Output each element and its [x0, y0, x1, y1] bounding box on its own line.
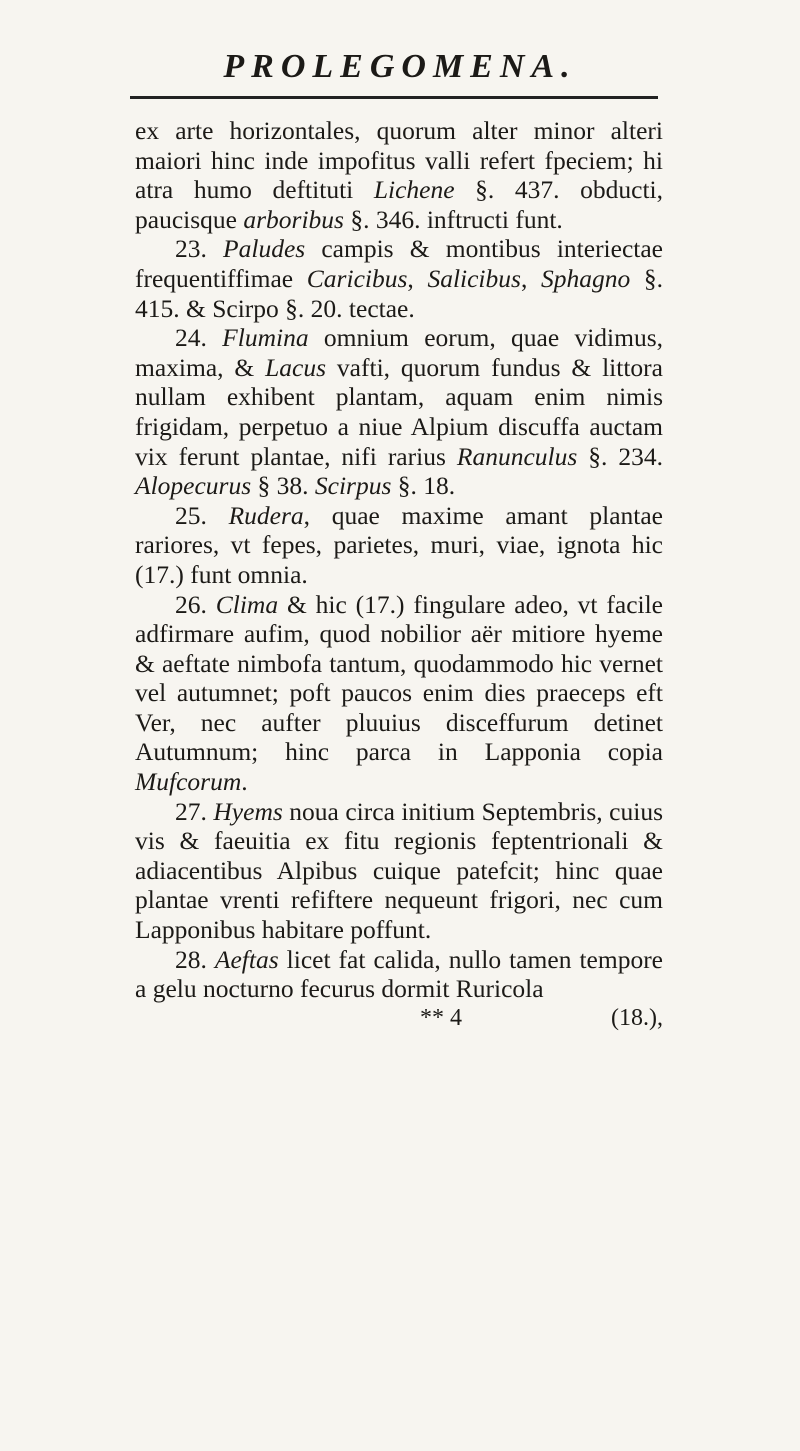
paragraph-24	[135, 323, 663, 501]
text-run: noua circa initium Septembris, cuius vis & faeuitia ex fitu regionis feptentrionali & adiacentibus Alpibus cuique patefcit; hinc quae plantae vrenti refiftere nequeunt frigori, nec cum Lapponibus habitare poffunt.	[135, 796, 664, 945]
text-run: ex arte horizontales, quorum alter minor alteri maiori hinc inde impofitus valli refert fpeciem; hi atra humo deftituti	[135, 116, 663, 205]
italic-term: Alopecurus	[135, 471, 252, 501]
text-run: campis & montibus interiectae frequentiffimae	[135, 234, 664, 293]
italic-term: Salicibus	[427, 263, 521, 293]
paragraph-25	[135, 501, 663, 590]
italic-term: Lacus	[265, 352, 327, 382]
text-run: & hic (17.) fingulare adeo, vt facile adfirmare aufim, quod nobilior aër mitiore hyeme & aeftate nimbofa tantum, quodammodo hic vernet vel autumnet; poft paucos enim dies praeceps eft Ver, nec aufter pluuius disceffurum detinet Autumnum; hinc parca in Lapponia copia	[135, 589, 663, 767]
italic-term: Mufcorum	[135, 767, 242, 797]
signature-mark: ** 4	[420, 1004, 462, 1031]
italic-term: arboribus	[243, 204, 344, 234]
text-run: ,	[407, 263, 428, 293]
running-head: PROLEGOMENA.	[223, 48, 577, 85]
italic-term: Hyems	[213, 796, 283, 826]
italic-term: Clima	[215, 589, 279, 619]
text-run: 28.	[175, 944, 215, 974]
paragraph-26	[135, 590, 663, 797]
paragraph-continuation	[135, 116, 663, 234]
text-run: licet fat calida, nullo tamen tempore a gelu nocturno fecurus dormit Ruricola	[135, 944, 664, 1004]
paragraph-27	[135, 797, 663, 945]
italic-term: Scirpus	[314, 471, 392, 501]
text-run: .	[241, 767, 248, 797]
text-run: §. 18.	[391, 471, 456, 501]
italic-term: Sphagno	[540, 263, 631, 293]
text-run: 24.	[175, 323, 223, 353]
text-run: 26.	[175, 589, 216, 619]
text-run: §. 437. obducti, paucisque	[135, 175, 663, 234]
text-run: § 38.	[251, 471, 315, 501]
text-run: ,	[520, 263, 541, 293]
text-run: , quae maxime amant plantae rariores, vt fepes, parietes, muri, viae, ignota hic (17.) funt omnia.	[135, 500, 663, 589]
text-run: §. 346. inftructi funt.	[343, 204, 563, 234]
text-run: omnium eorum, quae vidimus, maxima, &	[135, 323, 663, 382]
text-run: §. 415. & Scirpo §. 20. tectae.	[135, 263, 664, 323]
catchword: (18.),	[611, 1004, 663, 1031]
paragraph-23	[135, 234, 663, 323]
italic-term: Ranunculus	[456, 441, 578, 471]
italic-term: Lichene	[373, 175, 455, 205]
italic-term: Caricibus	[306, 263, 408, 293]
body-text	[135, 116, 663, 1033]
italic-term: Flumina	[222, 323, 309, 353]
italic-term: Paludes	[223, 234, 306, 264]
paragraph-28	[135, 945, 663, 1004]
text-run: 23.	[175, 234, 224, 264]
text-run: 25.	[175, 500, 229, 530]
header-rule	[130, 96, 658, 99]
text-run: §. 234.	[577, 441, 663, 471]
italic-term: Aeftas	[214, 944, 279, 974]
page-footer	[135, 1004, 663, 1034]
text-run: 27.	[175, 796, 214, 826]
italic-term: Rudera	[228, 500, 304, 530]
text-run: vafti, quorum fundus & littora nullam exhibent plantam, aquam enim nimis frigidam, perpetuo a niue Alpium discuffa auctam vix ferunt plantae, nifi rarius	[135, 352, 663, 471]
